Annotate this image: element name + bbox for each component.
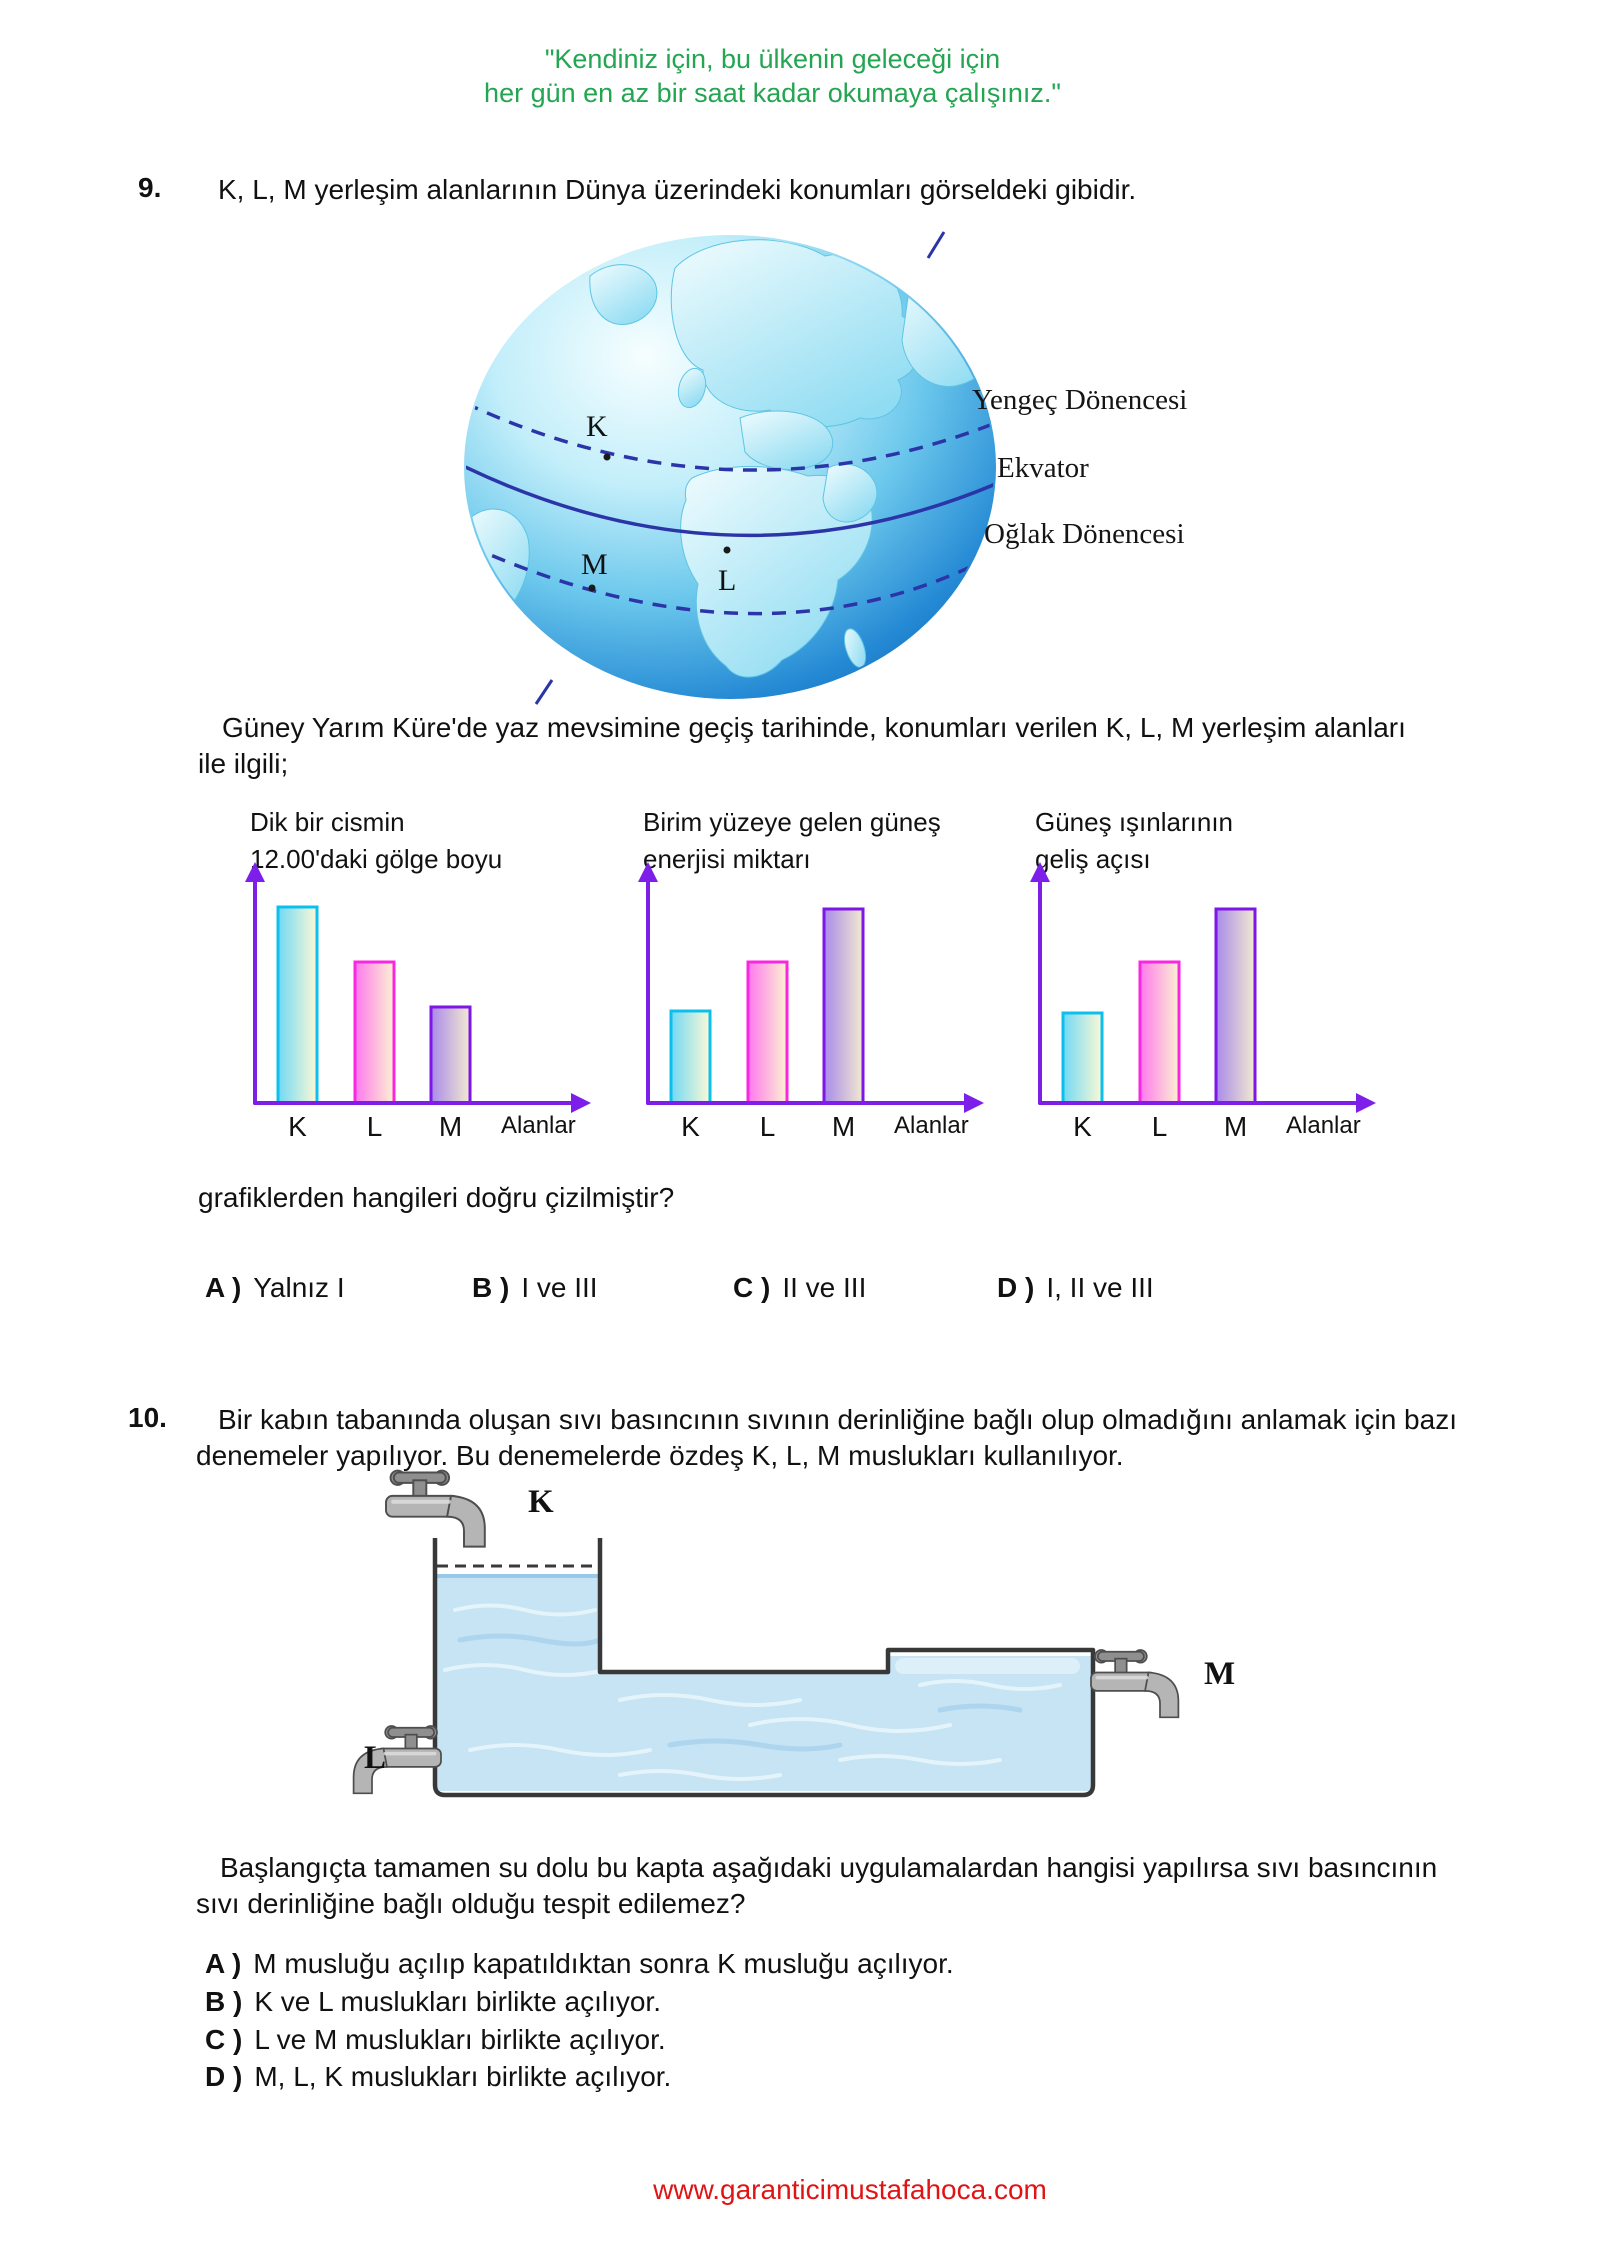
q10-option-c [205,2024,666,2056]
bar-category-label: L [759,1111,776,1142]
q10-option-b-letter: B ) [205,1986,243,2017]
bar-M [824,909,863,1103]
globe-illustration [440,228,1020,706]
q9-option-a [205,1272,345,1304]
q9-option-b [472,1272,598,1304]
q9-option-c [733,1272,866,1304]
water [437,1574,1091,1791]
q10-option-c-text: L ve M muslukları birlikte açılıyor. [254,2024,666,2055]
header-quote-line2: her gün en az bir saat kadar okumaya çalışınız." [484,78,1061,108]
question9-number: 9. [138,172,162,203]
tropic-of-capricorn-label: Oğlak Dönencesi [984,518,1185,550]
q9-option-d-text: I, II ve III [1046,1272,1154,1303]
bar-category-label: L [1151,1111,1168,1142]
chart2-title-line2: enerjisi miktarı [643,844,811,874]
chart3-title-line2: geliş açısı [1035,844,1151,874]
bar-K [1063,1013,1102,1103]
equator-label: Ekvator [997,452,1089,484]
q10-option-b-text: K ve L muslukları birlikte açılıyor. [254,1986,661,2017]
q9-option-a-letter: A ) [205,1272,242,1303]
bar-category-label: K [1073,1111,1092,1142]
point-k-dot [604,454,611,461]
question9-paragraph: Güney Yarım Küre'de yaz mevsimine geçiş tarihinde, konumları verilen K, L, M yerleşim alanları ile ilgili; [198,712,1406,779]
point-k-label: K [586,410,608,443]
bar-L [748,962,787,1103]
question9-stem: K, L, M yerleşim alanlarının Dünya üzerindeki konumları görseldeki gibidir. [218,174,1137,205]
faucet-l-label: L [364,1740,387,1776]
q9-option-a-text: Yalnız I [253,1272,345,1303]
faucet-m-label: M [1204,1656,1236,1692]
bar-M [1216,909,1255,1103]
earth-axis-tick-top [928,232,944,258]
header-quote [0,42,1545,110]
faucet-m-icon [1091,1650,1178,1717]
q10-option-c-letter: C ) [205,2024,243,2055]
question10-number: 10. [128,1402,167,1433]
point-m-dot [589,585,596,592]
q10-option-d-letter: D ) [205,2061,243,2092]
q9-option-c-text: II ve III [782,1272,867,1303]
point-m-label: M [581,548,608,581]
q9-option-d [997,1272,1154,1304]
bar-category-label: K [681,1111,700,1142]
x-axis-label: Alanlar [501,1112,576,1139]
bar-category-label: M [438,1111,463,1142]
faucet-k-label: K [528,1484,554,1520]
chart-sun-angle [1028,858,1388,1148]
chart2-title-line1: Birim yüzeye gelen güneş [643,807,941,837]
bar-L [355,962,394,1103]
q10-option-a-letter: A ) [205,1948,242,1979]
chart1-title-line1: Dik bir cismin [250,807,405,837]
bar-L [1140,962,1179,1103]
q10-option-b [205,1986,661,2018]
bar-category-label: K [288,1111,307,1142]
q10-option-a-text: M musluğu açılıp kapatıldıktan sonra K musluğu açılıyor. [253,1948,954,1979]
bar-K [278,907,317,1103]
q10-option-d-text: M, L, K muslukları birlikte açılıyor. [254,2061,672,2092]
question10-question: Başlangıçta tamamen su dolu bu kapta aşağıdaki uygulamalardan hangisi yapılırsa sıvı basıncının sıvı derinliğine bağlı olduğu tespit edilemez? [196,1852,1438,1919]
x-axis-label: Alanlar [894,1112,969,1139]
question10-stem: Bir kabın tabanında oluşan sıvı basıncının sıvının derinliğine bağlı olup olmadığını anlamak için bazı denemeler yapılıyor. Bu denemelerde özdeş K, L, M muslukları kullanılıyor. [196,1404,1457,1471]
x-axis-label: Alanlar [1286,1112,1361,1139]
footer-url: www.garanticimustafahoca.com [653,2174,1047,2205]
chart1-title-line2: 12.00'daki gölge boyu [250,844,503,874]
tropic-of-cancer-label: Yengeç Dönencesi [972,384,1188,416]
question9-question: grafiklerden hangileri doğru çizilmiştir? [198,1182,675,1213]
bar-category-label: L [366,1111,383,1142]
tank-illustration [320,1460,1260,1810]
faucet-k-icon [386,1471,485,1547]
bar-M [431,1007,470,1103]
bar-K [671,1011,710,1103]
q9-option-d-letter: D ) [997,1272,1035,1303]
chart-shadow-length [243,858,603,1148]
bar-category-label: M [831,1111,856,1142]
header-quote-line1: "Kendiniz için, bu ülkenin geleceği için [544,44,1001,74]
point-l-label: L [718,564,737,597]
q10-option-a [205,1948,954,1980]
bar-category-label: M [1223,1111,1248,1142]
chart-solar-energy [636,858,996,1148]
q9-option-c-letter: C ) [733,1272,771,1303]
q10-option-d [205,2061,671,2093]
q9-option-b-text: I ve III [521,1272,598,1303]
point-l-dot [724,547,731,554]
chart3-title-line1: Güneş ışınlarının [1035,807,1233,837]
q9-option-b-letter: B ) [472,1272,510,1303]
earth-axis-tick-bottom [536,680,552,704]
